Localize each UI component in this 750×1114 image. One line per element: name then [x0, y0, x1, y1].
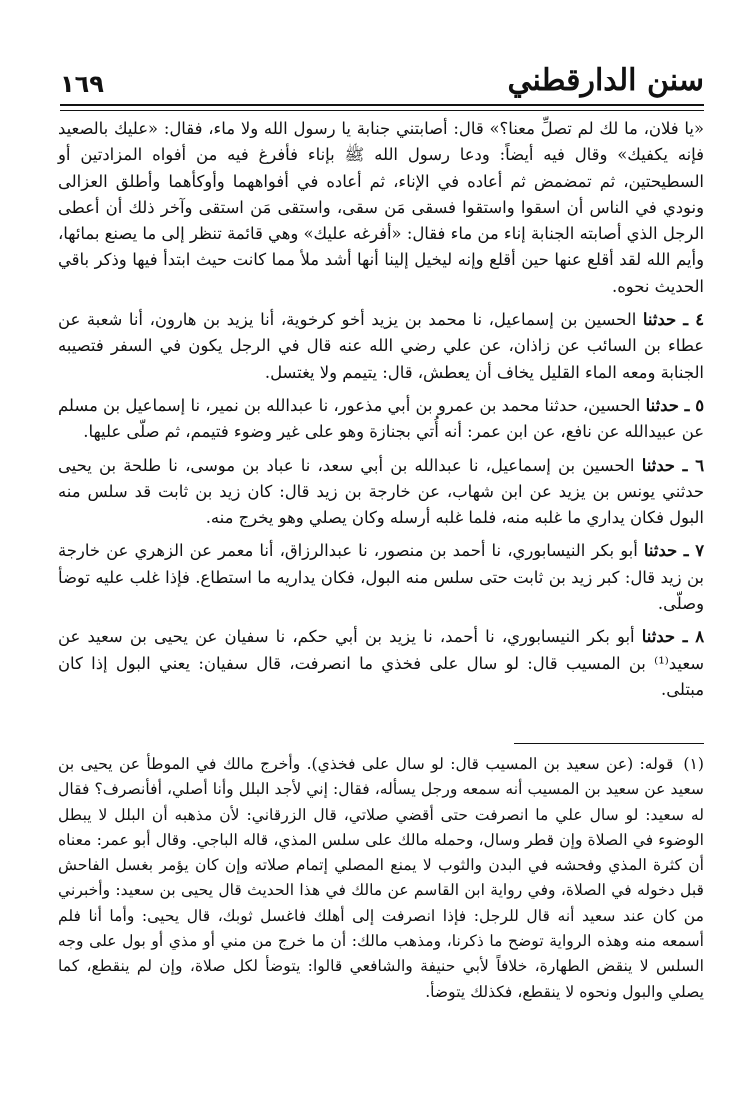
hadith-lead: ٨ ـ حدثنا [641, 627, 705, 647]
paragraph [58, 453, 704, 532]
footnotes [58, 752, 704, 1005]
page-header [60, 58, 704, 100]
paragraph [58, 624, 704, 703]
footnote-number: (١) [683, 755, 704, 773]
hadith-lead: ٦ ـ حدثنا [641, 455, 704, 475]
hadith-lead: ٤ ـ حدثنا [642, 310, 705, 330]
paragraph [58, 116, 704, 300]
hadith-lead: ٧ ـ حدثنا [643, 541, 704, 561]
paragraph [58, 538, 704, 617]
paragraph-text: الحسين، حدثنا محمد بن عمرو بن أبي مذعور، نا عبدالله بن نمير، نا إسماعيل بن مسلم عن عبيدالله عن نافع، عن ابن عمر: أنه أُتي بجنازة وهو على غير وضوء فتيمم، ثم صلّى عليها. [58, 395, 704, 442]
paragraph-text: الحسين بن إسماعيل، نا عبدالله بن أبي سعد، نا عباد بن موسى، نا طلحة بن يحيى حدثني يونس بن يزيد عن ابن شهاب، عن خارجة بن زيد قال: كان زيد بن ثابت قد سلس منه البول فكان يداري ما غلبه منه، فلما غلبه أرسله وكان يصلي وهو يخرج منه. [58, 455, 704, 528]
paragraph-text: الحسين بن إسماعيل، نا محمد بن يزيد أخو كرخوية، أنا يزيد بن هارون، أنا شعبة عن عطاء بن السائب عن زاذان، عن علي رضي الله عنه قال في الرجل يكون في السفر فتصيبه الجنابة ومعه الماء القليل يخاف أن يعطش، قال: يتيمم ولا يغتسل. [58, 310, 704, 382]
hadith-lead: ٥ ـ حدثنا [645, 395, 705, 415]
paragraph-text: «يا فلان، ما لك لم تصلِّ معنا؟» قال: أصابتني جنابة يا رسول الله ولا ماء، فقال: «عليك بالصعيد فإنه يكفيك» وقال فيه أيضاً: ودعا رسول الله ﷺ بإناء فأفرغ فيه من أفواه المزادتين أو السطيحتين، ثم تمضمض ثم أعاده في الإناء، ثم أعاده في أفواههما وأوكأهما وأطلق العزالى ونودي في الناس أن اسقوا واستقوا فسقى مَن سقى، واستقى مَن استقى وآخر ذلك أن أعطى الرجل الذي أصابته الجنابة إناء من ماء فقال: «أفرغه عليك» وهي قائمة تنظر إلى ما يصنع بمائها، وأيم الله لقد أقلع عنها حين أقلع وإنه ليخيل إلينا أنها أشد ملأ مما كانت حيث ابتدأ فيها وذكر باقي الحديث نحوه. [58, 119, 704, 296]
paragraph-text: أبو بكر النيسابوري، نا أحمد بن منصور، نا عبدالرزاق، أنا معمر عن الزهري عن خارجة بن زيد قال: كبر زيد بن ثابت حتى سلس منه البول، فكان يداريه ما استطاع. فإذا غلب عليه توضأ وصلّى. [58, 541, 704, 614]
book-title: سنن الدارقطني [507, 63, 704, 98]
main-text [58, 116, 704, 710]
paragraph-text: أبو بكر النيسابوري، نا أحمد، نا يزيد بن أبي حكم، نا سفيان عن يحيى بن سعيد عن سعيد⁽¹⁾ بن المسيب قال: لو سال على فخذي ما انصرفت، قال سفيان: يعني البول إذا كان مبتلى. [58, 627, 704, 699]
footnote-text: قوله: (عن سعيد بن المسيب قال: لو سال على فخذي). وأخرج مالك في الموطأ عن يحيى بن سعيد عن سعيد بن المسيب أنه سمعه ورجل يسأله، فقال: إني لأجد البلل وأنا أصلي، أفأنصرف؟ فقال له سعيد: لو سال علي ما انصرفت حتى أقضي صلاتي، قال الزرقاني: لأن مذهبه أن البلل لا يبطل الوضوء في الصلاة وإن قطر وسال، وحمله مالك على سلس المذي، قاله الباجي. وقال أبو عمر: معناه أن كثرة المذي وفحشه في البدن والثوب لا يمنع المصلي إتمام صلاته وإن كان يؤمر بغسل الفاحش قبل دخوله في الصلاة، وفي رواية ابن القاسم عن مالك في هذا الحديث قال يحيى بن سعيد: وأخبرني من كان عند سعيد أنه قال للرجل: فإذا انصرفت إلى أهلك فاغسل ثوبك، قال يحيى: وأما أنا فلم أسمعه منه وهذه الرواية توضح ما ذكرنا، ومذهب مالك: أن ما خرج من مني أو مذي أو بول على وجه السلس لا ينقض الطهارة، خلافاً لأبي حنيفة والشافعي قالوا: يتوضأ لكل صلاة، وإن لم ينقطع، كما يصلي والبول ونحوه لا ينقطع، فكذلك يتوضأ. [58, 755, 704, 1001]
paragraph [58, 393, 704, 446]
header-rule [60, 104, 704, 111]
footnote-rule [514, 743, 704, 744]
paragraph [58, 307, 704, 386]
footnote [58, 752, 704, 1005]
page-number: ١٦٩ [60, 70, 104, 98]
